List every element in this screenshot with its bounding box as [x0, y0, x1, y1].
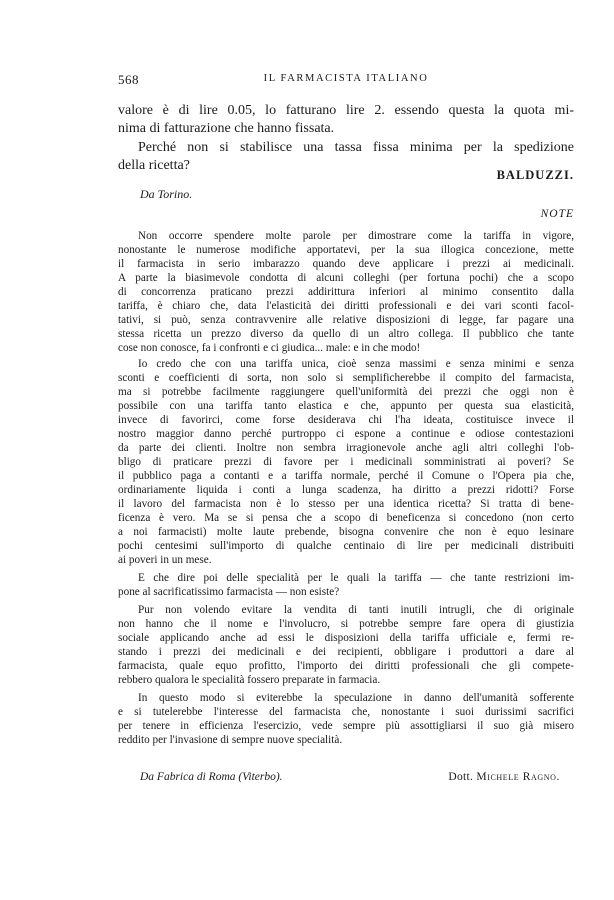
signatory-name: Michele Ragno.	[476, 771, 560, 783]
note-heading: NOTE	[540, 208, 574, 220]
page-header	[118, 72, 574, 88]
note-line: pone al sacrificatissimo farmacista — non esiste?	[118, 586, 340, 598]
note-line: di concorrenza praticano prezzi addirittura inferiori al minimo consentito dalla	[118, 286, 574, 298]
note-line: Non occorre spendere molte parole per dimostrare come la tariffa in vigore,	[138, 230, 574, 242]
note-line: il farmacista in serio imbarazzo quando deve applicare i prezzi ai medicinali.	[118, 258, 574, 270]
note-line: A parte la biasimevole condotta di alcuni colleghi (per fortuna pochi) che a scopo	[118, 272, 574, 284]
note-line: rebbero qualora le specialità fossero preparate in farmacia.	[118, 674, 381, 686]
note-line: per tenere in efficienza l'esercizio, vede sempre più assottigliarsi il suo già misero	[118, 720, 574, 732]
note-line: In questo modo si eviterebbe la speculazione in danno dell'umanità sofferente	[138, 692, 574, 704]
note-line: sociale applicando anche ad essi le disposizioni della tariffa ufficiale e, fermi re-	[118, 632, 574, 644]
page-number: 568	[118, 72, 139, 87]
note-line: ficenza è vero. Ma se si pensa che a scopo di beneficenza si concedono (non certo	[118, 512, 574, 524]
closing-signature-block	[140, 771, 560, 785]
letter-place: Da Torino.	[140, 187, 193, 201]
note-line: non hanno che il nome e l'involucro, si potrebbe sempre fare opera di giustizia	[118, 618, 574, 630]
note-line: possibile con una tariffa tanto elastica e che, appunto per questa sua elasticità,	[118, 400, 574, 412]
note-line: cose non conosce, fa i confronti e ci giudica... male: e in che modo!	[118, 342, 421, 354]
author-signature: BALDUZZI.	[496, 168, 574, 182]
note-line: stessa ricetta un prezzo diverso da quello di un altro collega. Il pubblico che tante	[118, 328, 574, 340]
note-line: E che dire poi delle specialità per le quali la tariffa — che tante restrizioni im-	[138, 572, 574, 584]
text-line: della ricetta?	[118, 158, 190, 173]
note-line: Io credo che con una tariffa unica, cioè senza massimi e senza minimi e senza	[138, 358, 574, 370]
text-line: valore è di lire 0.05, lo fatturano lire 2. essendo questa la quota mi-	[118, 103, 574, 118]
note-line: sconti e coefficienti di sorta, non solo si semplificherebbe il compito del farmacista,	[118, 372, 574, 384]
running-title: IL FARMACISTA ITALIANO	[263, 73, 429, 84]
note-line: bligo di praticare prezzi di favore per i medicinali somministrati ai poveri? Se	[118, 456, 574, 468]
signatory-title: Dott.	[448, 771, 474, 783]
note-line: a noi farmacisti) molte laute prebende, bisogna convenire che non è equo lesinare	[118, 526, 574, 538]
note-line: pochi centesimi sull'importo di qualche centinaio di lire per medicinali distribuiti	[118, 540, 574, 552]
note-line: nostro maggior danno perché purtroppo ci espone a continue e odiose contestazioni	[118, 428, 574, 440]
note-line: reddito per l'invasione di sempre nuove specialità.	[118, 734, 343, 746]
closing-signatory	[448, 771, 560, 783]
note-line: il pubblico paga a contanti e a tariffa normale, perché il Comune o l'Opera pia che,	[118, 470, 574, 482]
note-line: stando i prezzi dei medicinali e dei recipienti, obbligare i produttori a dare al	[118, 646, 574, 658]
note-line: da parte dei clienti. Inoltre non sembra irragionevole anche agli altri colleghi l'ob-	[118, 442, 574, 454]
text-line: nima di fatturazione che hanno fissata.	[118, 121, 335, 136]
note-line: ordinariamente liquida i conti a lunga scadenza, ha diritto a prezzi ridotti? Forse	[118, 484, 574, 496]
note-line: ai poveri in un mese.	[118, 554, 212, 566]
note-line: tativi, si può, senza contravvenire alle relative disposizioni di legge, far pagare una	[118, 314, 574, 326]
note-line: Pur non volendo evitare la vendita di tanti inutili intrugli, che di originale	[138, 604, 574, 616]
note-line: ma si potrebbe facilmente raggiungere quell'uniformità dei prezzi che oggi non è	[118, 386, 574, 398]
note-line: nonostante le numerose modifiche apportatevi, per la sua illogica concezione, mette	[118, 244, 574, 256]
text-line: Perché non si stabilisce una tassa fissa minima per la spedizione	[138, 140, 574, 155]
note-line: tariffa, è chiaro che, data l'elasticità dei diritti professionali e dei vari sconti facol-	[118, 300, 574, 312]
note-line: farmacista, quale equo profitto, l'importo dei diritti professionali che gli compete-	[118, 660, 574, 672]
closing-place: Da Fabrica di Roma (Viterbo).	[140, 771, 283, 783]
note-line: invece di favorirci, come forse desiderava chi l'ha ideata, costituisce invece il	[118, 414, 574, 426]
note-line: il lavoro del farmacista non è lo stesso per una identica ricetta? Si tratta di bene-	[118, 498, 574, 510]
note-line: e si tutelerebbe l'interesse del farmacista che, nonostante i suoi durissimi sacrifici	[118, 706, 574, 718]
